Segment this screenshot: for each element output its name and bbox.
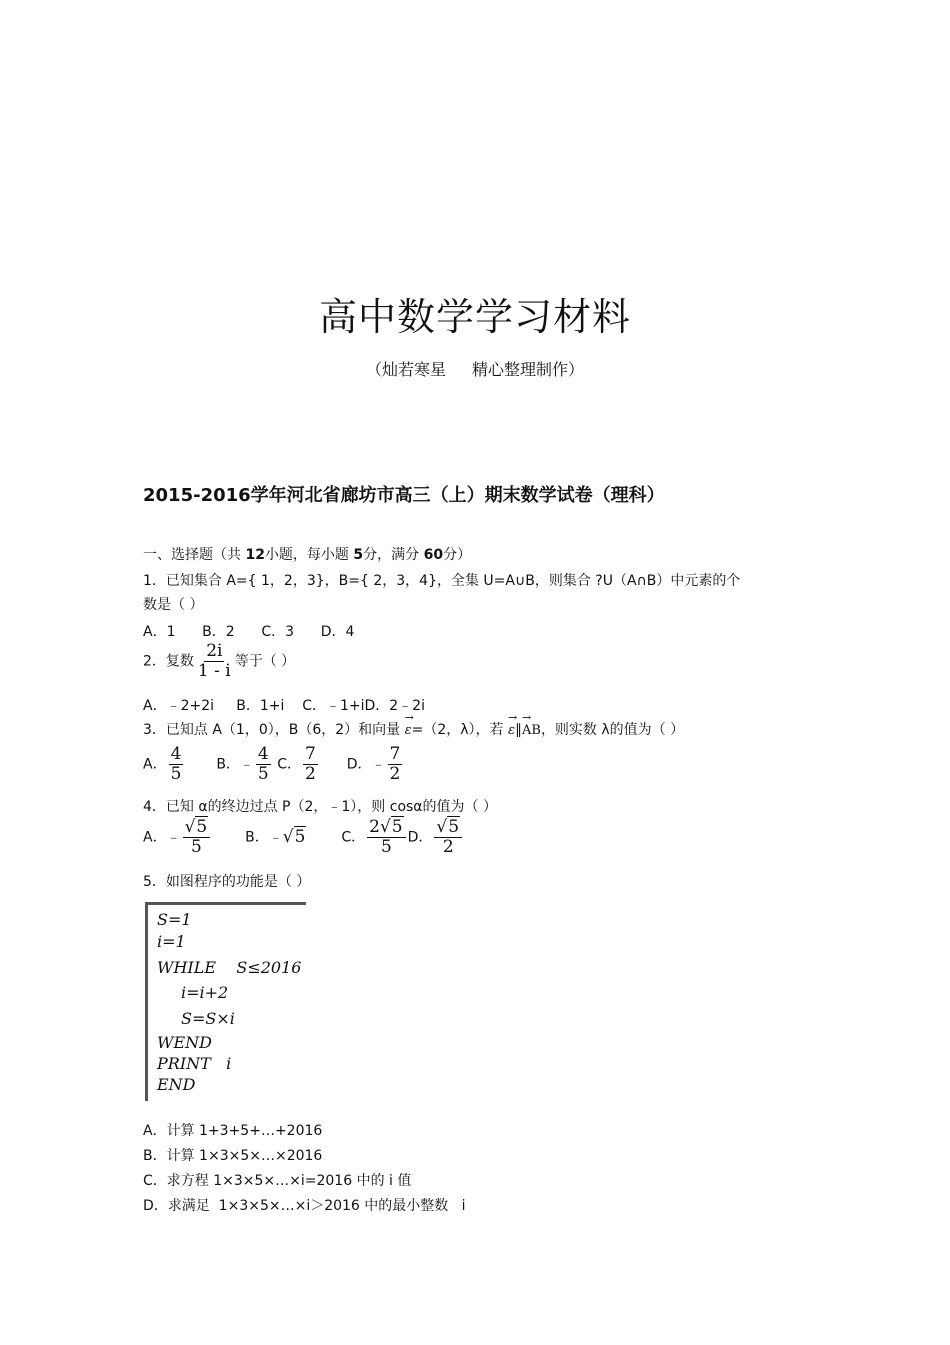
q3-c-den: 2 xyxy=(304,764,316,784)
q2-fraction xyxy=(196,642,233,681)
q3-option-a-label: A． xyxy=(143,756,167,773)
code-line: i=i+2 xyxy=(181,983,229,1002)
section-mid1: 小题，每小题 xyxy=(264,547,349,563)
q4-option-c-fraction xyxy=(367,818,406,857)
q4-c-rad: 5 xyxy=(391,817,403,837)
exam-title: 2015-2016学年河北省廊坊市高三（上）期末数学试卷（理科） xyxy=(143,485,665,506)
q2-stem xyxy=(143,642,295,681)
q3-option-c-fraction xyxy=(303,745,318,784)
q5-option-d: D．求满足 1×3×5×…×i＞2016 中的最小整数 i xyxy=(143,1198,466,1214)
vector-e-2: → ε xyxy=(508,723,515,738)
q3-options xyxy=(143,745,404,784)
section-mid2: 分，满分 xyxy=(363,547,420,563)
q4-d-rad: 5 xyxy=(448,817,460,837)
q5-option-b: B．计算 1×3×5×…×2016 xyxy=(143,1148,323,1164)
parallel-symbol: ∥ xyxy=(514,722,522,738)
q1-line1: 1．已知集合 A={ 1，2，3}，B={ 2，3，4}，全集 U=A∪B，则集合 ?U（A∩B）中元素的个 xyxy=(143,573,741,589)
q3-option-b-label: B．﹣ xyxy=(216,756,254,773)
code-line: S=1 xyxy=(157,910,192,929)
q4-option-b-label: B．﹣ xyxy=(245,829,283,846)
q4-option-d-fraction xyxy=(434,818,462,857)
code-line: WEND xyxy=(157,1033,212,1052)
q3-b-num: 4 xyxy=(257,744,269,764)
q2-suffix: 等于（ ） xyxy=(234,653,296,670)
q3-a-den: 5 xyxy=(170,764,182,784)
q4-option-a-fraction xyxy=(183,818,211,857)
vector-e: → ε xyxy=(405,723,412,738)
code-line: S=S×i xyxy=(181,1009,235,1028)
q4-b-rad: 5 xyxy=(294,826,306,847)
q4-option-d-label: D． xyxy=(407,829,433,846)
q1-line2: 数是（ ） xyxy=(143,597,204,613)
q3-b-den: 5 xyxy=(257,764,269,784)
question-count: 12 xyxy=(245,547,265,563)
code-line: i=1 xyxy=(157,932,186,951)
q4-option-c-label: C． xyxy=(341,829,366,846)
q5-option-a: A．计算 1+3+5+…+2016 xyxy=(143,1123,323,1139)
program-code-box xyxy=(145,902,306,1101)
code-line: WHILE S≤2016 xyxy=(157,958,302,977)
q3-stem xyxy=(143,719,684,739)
code-line: END xyxy=(157,1075,196,1094)
points-each: 5 xyxy=(353,547,364,563)
q3-suffix: ，则实数 λ的值为（ ） xyxy=(540,722,685,738)
q4-c-den: 5 xyxy=(380,837,392,857)
q3-c-num: 7 xyxy=(304,744,316,764)
total-points: 60 xyxy=(423,547,444,563)
q1-options: A．1 B．2 C．3 D．4 xyxy=(143,624,355,640)
q4-a-den: 5 xyxy=(191,837,202,857)
q4-a-rad: 5 xyxy=(196,817,208,837)
q3-option-b-fraction xyxy=(256,745,271,784)
code-line: PRINT i xyxy=(157,1054,232,1073)
q3-option-a-fraction xyxy=(169,745,184,784)
q3-mid: =（2，λ），若 xyxy=(411,722,504,738)
q4-d-den: 2 xyxy=(442,837,454,857)
q4-a-num: √5 xyxy=(183,818,211,838)
q2-prefix: 2．复数 xyxy=(143,653,194,670)
section-heading xyxy=(143,544,471,564)
q4-option-a-label: A．﹣ xyxy=(143,829,181,846)
q4-c-coef: 2 xyxy=(369,817,380,837)
q4-c-num: 2√5 xyxy=(367,818,406,838)
q5-option-c: C．求方程 1×3×5×…×i=2016 中的 i 值 xyxy=(143,1173,412,1189)
q3-option-d-fraction xyxy=(388,745,403,784)
q4-d-num: √5 xyxy=(434,818,462,838)
q3-option-d-label: D．﹣ xyxy=(346,756,386,773)
section-prefix: 一、选择题（共 xyxy=(143,547,241,563)
vector-ab: → AB xyxy=(522,723,541,738)
subtitle-right: 精心整理制作） xyxy=(472,360,585,379)
q4-option-b-value: √5 xyxy=(282,826,306,847)
page-subtitle xyxy=(0,357,950,380)
q2-denominator: 1 - i xyxy=(197,661,231,681)
subtitle-left: （灿若寒星 xyxy=(365,360,446,379)
q3-d-num: 7 xyxy=(389,744,401,764)
q4-stem: 4．已知 α的终边过点 P（2，﹣1），则 cosα的值为（ ） xyxy=(143,799,497,815)
q3-option-c-label: C． xyxy=(277,756,301,773)
q5-stem: 5．如图程序的功能是（ ） xyxy=(143,874,311,890)
q3-a-num: 4 xyxy=(170,744,182,764)
q4-options xyxy=(143,818,464,857)
q3-prefix: 3．已知点 A（1，0），B（6，2）和向量 xyxy=(143,722,401,738)
q2-numerator: 2i xyxy=(206,641,223,661)
q3-d-den: 2 xyxy=(389,764,401,784)
q2-options: A．﹣2+2i B．1+i C．﹣1+iD．2﹣2i xyxy=(143,698,425,714)
section-suffix: 分） xyxy=(443,547,472,563)
page-title: 高中数学学习材料 xyxy=(318,295,631,339)
